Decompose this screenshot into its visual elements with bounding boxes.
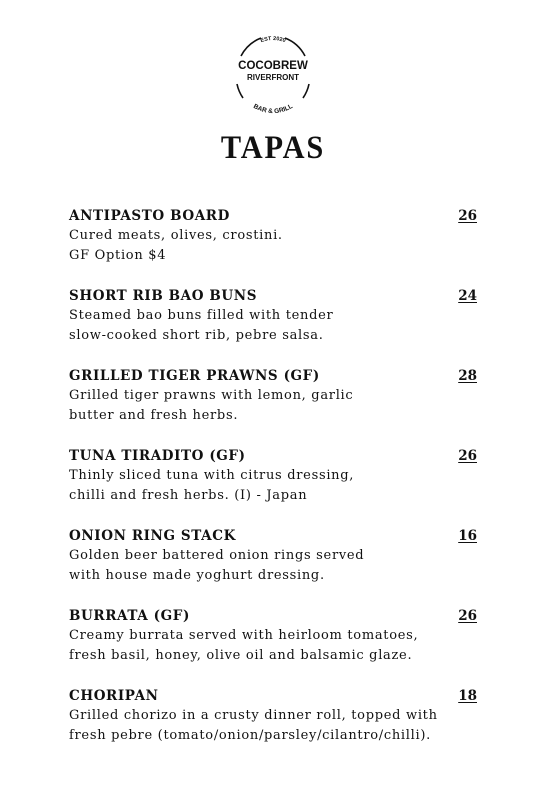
menu-item (69, 206, 477, 286)
menu-item-name: GRILLED TIGER PRAWNS (GF) (69, 368, 320, 384)
menu-item (69, 446, 477, 526)
menu-item-price: 18 (458, 688, 477, 704)
menu-item-name: TUNA TIRADITO (GF) (69, 448, 246, 464)
menu-item-description: Cured meats, olives, crostini. GF Option $4 (69, 228, 283, 263)
menu-item-name: BURRATA (GF) (69, 608, 190, 624)
menu-item-name: SHORT RIB BAO BUNS (69, 288, 258, 304)
logo-est: EST 2020 (259, 36, 287, 45)
svg-text:BAR & GRILL (252, 103, 294, 115)
menu-item-price: 28 (458, 368, 477, 384)
logo-tagline: BAR & GRILL (252, 103, 294, 116)
menu-item-price: 26 (458, 608, 477, 624)
logo-location: RIVERFRONT (247, 73, 299, 82)
menu-item-name: ONION RING STACK (69, 528, 236, 544)
menu-item-name: ANTIPASTO BOARD (69, 208, 230, 224)
menu-item-description: Grilled tiger prawns with lemon, garlic butter and fresh herbs. (69, 388, 354, 423)
menu-item-list (69, 206, 477, 766)
menu-item-price: 24 (458, 288, 477, 304)
menu-item-name: CHORIPAN (69, 688, 159, 704)
menu-item-description: Steamed bao buns filled with tender slow-cooked short rib, pebre salsa. (69, 308, 334, 343)
menu-item (69, 286, 477, 366)
menu-item (69, 366, 477, 446)
menu-section-title: TAPAS (220, 130, 326, 166)
menu-item (69, 686, 477, 766)
menu-item (69, 606, 477, 686)
logo-emblem (227, 28, 319, 120)
menu-item-price: 26 (458, 448, 477, 464)
menu-item-description: Creamy burrata served with heirloom tomatoes, fresh basil, honey, olive oil and balsamic glaze. (69, 628, 419, 663)
restaurant-logo (227, 28, 319, 120)
menu-item (69, 526, 477, 606)
menu-item-description: Thinly sliced tuna with citrus dressing, chilli and fresh herbs. (I) - Japan (69, 468, 355, 503)
menu-item-price: 26 (458, 208, 477, 224)
logo-brand: COCOBREW (238, 60, 308, 72)
svg-text:EST 2020 (260, 36, 287, 44)
menu-item-description: Golden beer battered onion rings served with house made yoghurt dressing. (69, 548, 365, 583)
menu-item-price: 16 (458, 528, 477, 544)
menu-item-description: Grilled chorizo in a crusty dinner roll, topped with fresh pebre (tomato/onion/parsley/cilantro/chilli). (69, 708, 438, 743)
